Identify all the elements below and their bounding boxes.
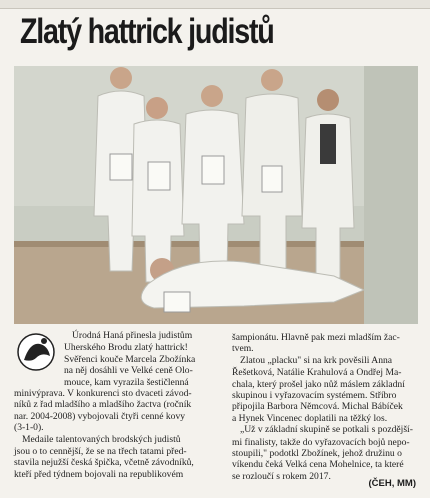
col1b-line: nar. 2004-2008) vybojovali čtyři cenné kovy [14,410,186,422]
col1b-line: minivýprava. V konkurenci sto dvaceti závod- [14,388,192,399]
col2-line: připojila Barbora Němcová. Michal Bábíček [232,401,403,413]
col1-line: Uherského Brodu zlatý hattrick! [64,342,188,354]
team-photo-illustration [14,66,418,324]
col2-line: víkendu čeká Velká cena Mohelnice, ta které [232,459,404,471]
headline: Zlatý hattrick judistů [20,12,274,51]
judo-throw-icon [14,332,60,372]
page-top-strip [0,0,430,9]
col2-line: stoupili," podotkl Zbožínek, jehož družinu o [232,448,402,460]
col2-line: Zlatou „placku" si na krk pověsili Anna [240,354,393,366]
col1-line: Úrodná Haná přinesla judistům [72,330,193,341]
col1b-line: stavila nejužší česká špička, včetně závodníků, [14,457,194,469]
article-column-1 [64,330,219,388]
col1-line: mouce, kam vyrazila šestičlenná [64,376,189,388]
col2-line: a Hynek Vincenec doplatili na těžký los. [232,412,388,424]
col2-line: šampionátu. Hlavně pak mezi mladším žac- [232,332,400,343]
col1b-line: Medaile talentovaných brodských judistů [22,433,181,445]
col1b-line: níků z řad mladšího a mladšího žactva (ročník [14,399,192,411]
col2-line: Řešetková, Natálie Krahulová a Ondřej Ma- [232,367,402,379]
article-column-1-continued [14,388,219,480]
col1b-line: kteří před týdnem bojovali na republikovém [14,468,184,480]
author-initials: (ČEH, MM) [368,478,416,489]
col2-line: mi finalisty, takže do vyřazovacích bojů nepo- [232,436,410,448]
col2-line: „Už v základní skupině se potkali s pozdější- [240,424,413,436]
col2-line: skupinou i vyřazovacím systémem. Stříbro [232,390,397,402]
col2-line: se rozloučí s rokem 2017. [232,470,331,482]
col1-line: na něj dosáhli ve Velké ceně Olo- [64,365,193,377]
article-column-2 [232,332,418,482]
team-photo [14,66,418,324]
col2-line: tvem. [232,343,254,355]
col1b-line: jsou o to cennější, že se na třech tatami před- [14,446,187,458]
col1b-line: (3-1-0). [14,422,44,434]
col2-line: chala, který prošel jako nůž máslem základní [232,378,405,390]
col1-line: Svěřenci kouče Marcela Zbožínka [64,353,196,365]
